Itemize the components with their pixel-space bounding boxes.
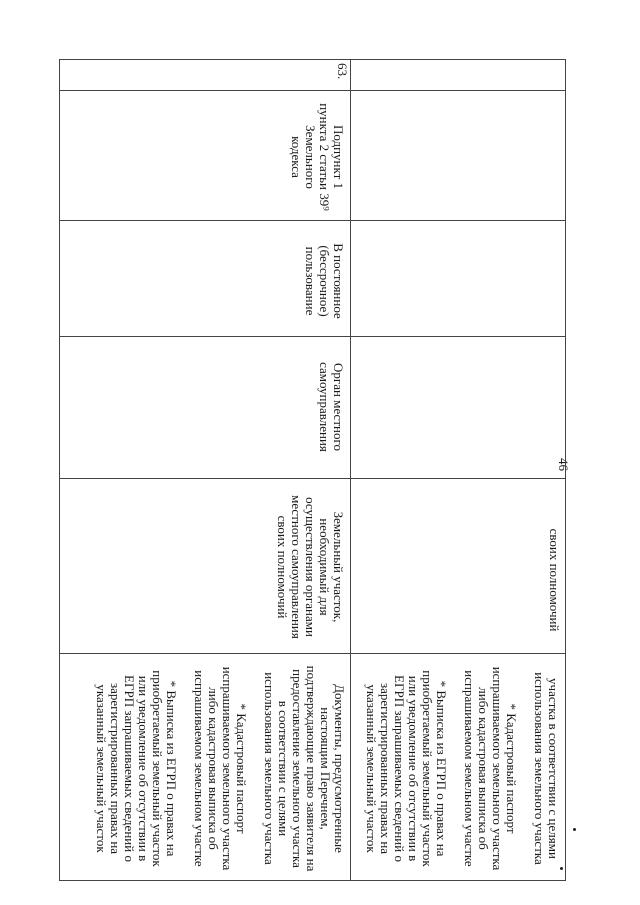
column-divider <box>60 478 565 479</box>
documents-cell: Документы, предусмотренные настоящим Перечнем, подтверждающие право заявителя на предоставление земельного участка в соответствии с целями использования земельного участка * Кадастровый паспорт испрашиваемого земельного участка либо кадастровая выписка об испрашиваемом земельном участке * Выписка из ЕГРП о правах на приобретаемый земельный участок или уведомление об отсутствии в ЕГРП запрашиваемых сведений о зарегистрированных правах на указанный земельный участок <box>94 665 347 872</box>
prev-entry-documents-cell: участка в соответствии с целями использования земельного участка * Кадастровый паспорт испрашиваемого земельного участка либо кадастровая выписка об испрашиваемом земельном участке * Выписка из ЕГРП о правах на приобретаемый земельный участок или уведомление об отсутствии в ЕГРП запрашиваемых сведений о зарегистрированных правах на указанный земельный участок <box>364 666 561 871</box>
column-divider <box>60 653 565 654</box>
land-plot-cell: Земельный участок, необходимый для осуществления органами местного самоуправления своих полномочий <box>275 495 346 639</box>
prev-entry-land-plot-cell: своих полномочий <box>547 528 562 632</box>
document-table <box>59 59 566 881</box>
legal-basis-cell: Подпункт 1 пункта 2 статьи 39⁹ Земельного кодекса <box>289 103 346 211</box>
right-type-cell: В постоянное (бессрочное) пользование <box>303 243 346 319</box>
row-number-cell: 63. <box>335 63 350 80</box>
applicant-cell: Орган местного самоуправления <box>317 362 346 452</box>
row-divider <box>350 60 351 880</box>
column-divider <box>60 336 565 337</box>
scan-speck <box>573 828 576 831</box>
column-divider <box>60 90 565 91</box>
column-divider <box>60 220 565 221</box>
page-number: 46 <box>556 458 571 471</box>
